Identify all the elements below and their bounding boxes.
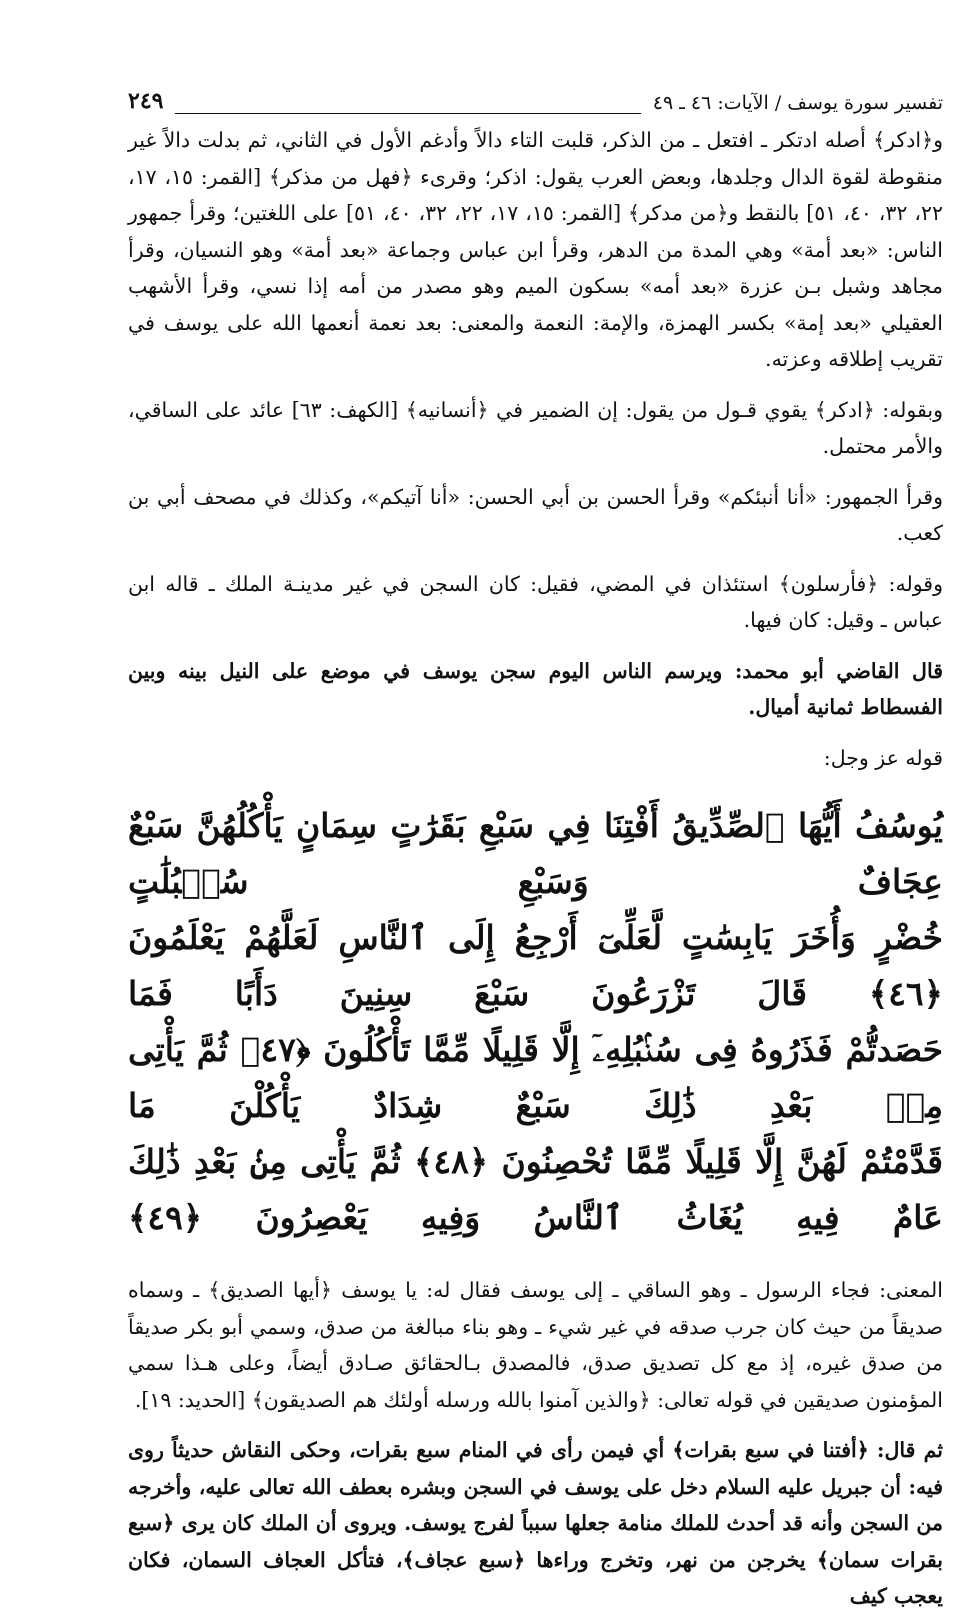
verse-line: يُوسُفُ أَيُّهَا ٱلصِّدِّيقُ أَفْتِنَا فِي سَبْعِ بَقَرَٰتٍ سِمَانٍ يَأْكُلُهُنَّ سَبْعٌ عِجَافٌ وَسَبْعِ سُنۢبُلَٰتٍ	[128, 806, 943, 901]
commentary-paragraph-siddiq: المعنى: فجاء الرسول ـ وهو الساقي ـ إلى يوسف فقال له: يا يوسف ﴿أيها الصديق﴾ ـ وسماه صديقاً من حيث كان جرب صدقه في غير شيء ـ وهو بناء مبالغة من صدق، وسمي أبو بكر صديقاً من صدق غيره، إذ مع كل تصديق صدق، فالمصدق بـالحقائق صـادق أيضاً، وعلى هـذا سمي المؤمنون صديقين في قوله تعالى: ﴿والذين آمنوا بالله ورسله أولئك هم الصديقون﴾ [الحديد: ١٩].	[128, 1278, 943, 1412]
quran-verse-block	[128, 798, 943, 1246]
header-title: تفسير سورة يوسف / الآيات: ٤٦ ـ ٤٩	[652, 92, 943, 114]
paragraph-qawluhu: قوله عز وجل:	[823, 745, 943, 770]
verse-line: حَصَدتُّمْ فَذَرُوهُ فِى سُنۢبُلِهِۦٓ إِلَّا قَلِيلًا مِّمَّا تَأْكُلُونَ ﴿٤٧﴾ ثُمَّ يَأْتِى مِنۢ بَعْدِ ذَٰلِكَ سَبْعٌ شِدَادٌ يَأْكُلْنَ مَا	[128, 1030, 943, 1125]
page-number: ٢٤٩	[128, 88, 164, 114]
running-header	[128, 78, 943, 114]
header-rule	[175, 99, 640, 114]
book-page	[128, 78, 943, 1615]
verse-line: قَدَّمْتُمْ لَهُنَّ إِلَّا قَلِيلًا مِّمَّا تُحْصِنُونَ ﴿٤٨﴾ ثُمَّ يَأْتِى مِنۢ بَعْدِ ذَٰلِكَ عَامٌ فِيهِ يُغَاثُ ٱلنَّاسُ وَفِيهِ يَعْصِرُونَ ﴿٤٩﴾	[128, 1142, 944, 1237]
paragraph-iddakara: و﴿ادكر﴾ أصله ادتكر ـ افتعل ـ من الذكر، قلبت التاء دالاً وأدغم الأول في الثاني، ثم بدلت دالاً غير منقوطة لقوة الدال وجلدها، وبعض العرب يقول: اذكر؛ وقرىء ﴿فهل من مذكر﴾ [القمر: ١٥، ١٧، ٢٢، ٣٢، ٤٠، ٥١] بالنقط و﴿من مدكر﴾ [القمر: ١٥، ١٧، ٢٢، ٣٢، ٤٠، ٥١] على اللغتين؛ وقرأ جمهور الناس: «بعد أمة» وهي المدة من الدهر، وقرأ ابن عباس وجماعة «بعد أمة» وهو النسيان، وقرأ مجاهد وشبل بـن عزرة «بعد أمه» بسكون الميم وهو مصدر من أمه إذا نسي، وقرأ الأشهب العقيلي «بعد إمة» بكسر الهمزة، والإمة: النعمة والمعنى: بعد نعمة أنعمها الله على يوسف في تقريب إطلاقه وعزته.	[128, 128, 944, 371]
paragraph-qiraa: وقرأ الجمهور: «أنا أنبئكم» وقرأ الحسن بن أبي الحسن: «أنا آتيكم»، وكذلك في مصحف أبي بن كعب.	[128, 484, 943, 545]
paragraph-fa-arsilun: وقوله: ﴿فأرسلون﴾ استئذان في المضي، فقيل: كان السجن في غير مدينـة الملك ـ قاله ابن عباس ـ وقيل: كان فيها.	[128, 571, 943, 632]
verse-line: خُضْرٍ وَأُخَرَ يَابِسَٰتٍ لَّعَلِّىٓ أَرْجِعُ إِلَى ٱلنَّاسِ لَعَلَّهُمْ يَعْلَمُونَ ﴿٤٦﴾ قَالَ تَزْرَعُونَ سَبْعَ سِنِينَ دَأَبًا فَمَا	[128, 918, 943, 1013]
commentary-paragraph-baqarat: ثم قال: ﴿أفتنا في سبع بقرات﴾ أي فيمن رأى في المنام سبع بقرات، وحكى النقاش حديثاً روى فيه: أن جبريل عليه السلام دخل على يوسف في السجن وبشره بعطف الله تعالى عليه، وأخرجه من السجن وأنه قد أحدث للملك منامة جعلها سبباً لفرج يوسف. ويروى أن الملك كان يرى ﴿سبع بقرات سمان﴾ يخرجن من نهر، وتخرج وراءها ﴿سبع عجاف﴾، فتأكل العجاف السمان، فكان يعجب كيف	[128, 1438, 943, 1608]
paragraph-ansanihi: وبقوله: ﴿ادكر﴾ يقوي قـول من يقول: إن الضمير في ﴿أنسانيه﴾ [الكهف: ٦٣] عائد على الساقي، والأمر محتمل.	[128, 397, 943, 458]
paragraph-qadi-abu-muhammad: قال القاضي أبو محمد: ويرسم الناس اليوم سجن يوسف في موضع على النيل بينه وبين الفسطاط ثمانية أميال.	[128, 658, 943, 719]
